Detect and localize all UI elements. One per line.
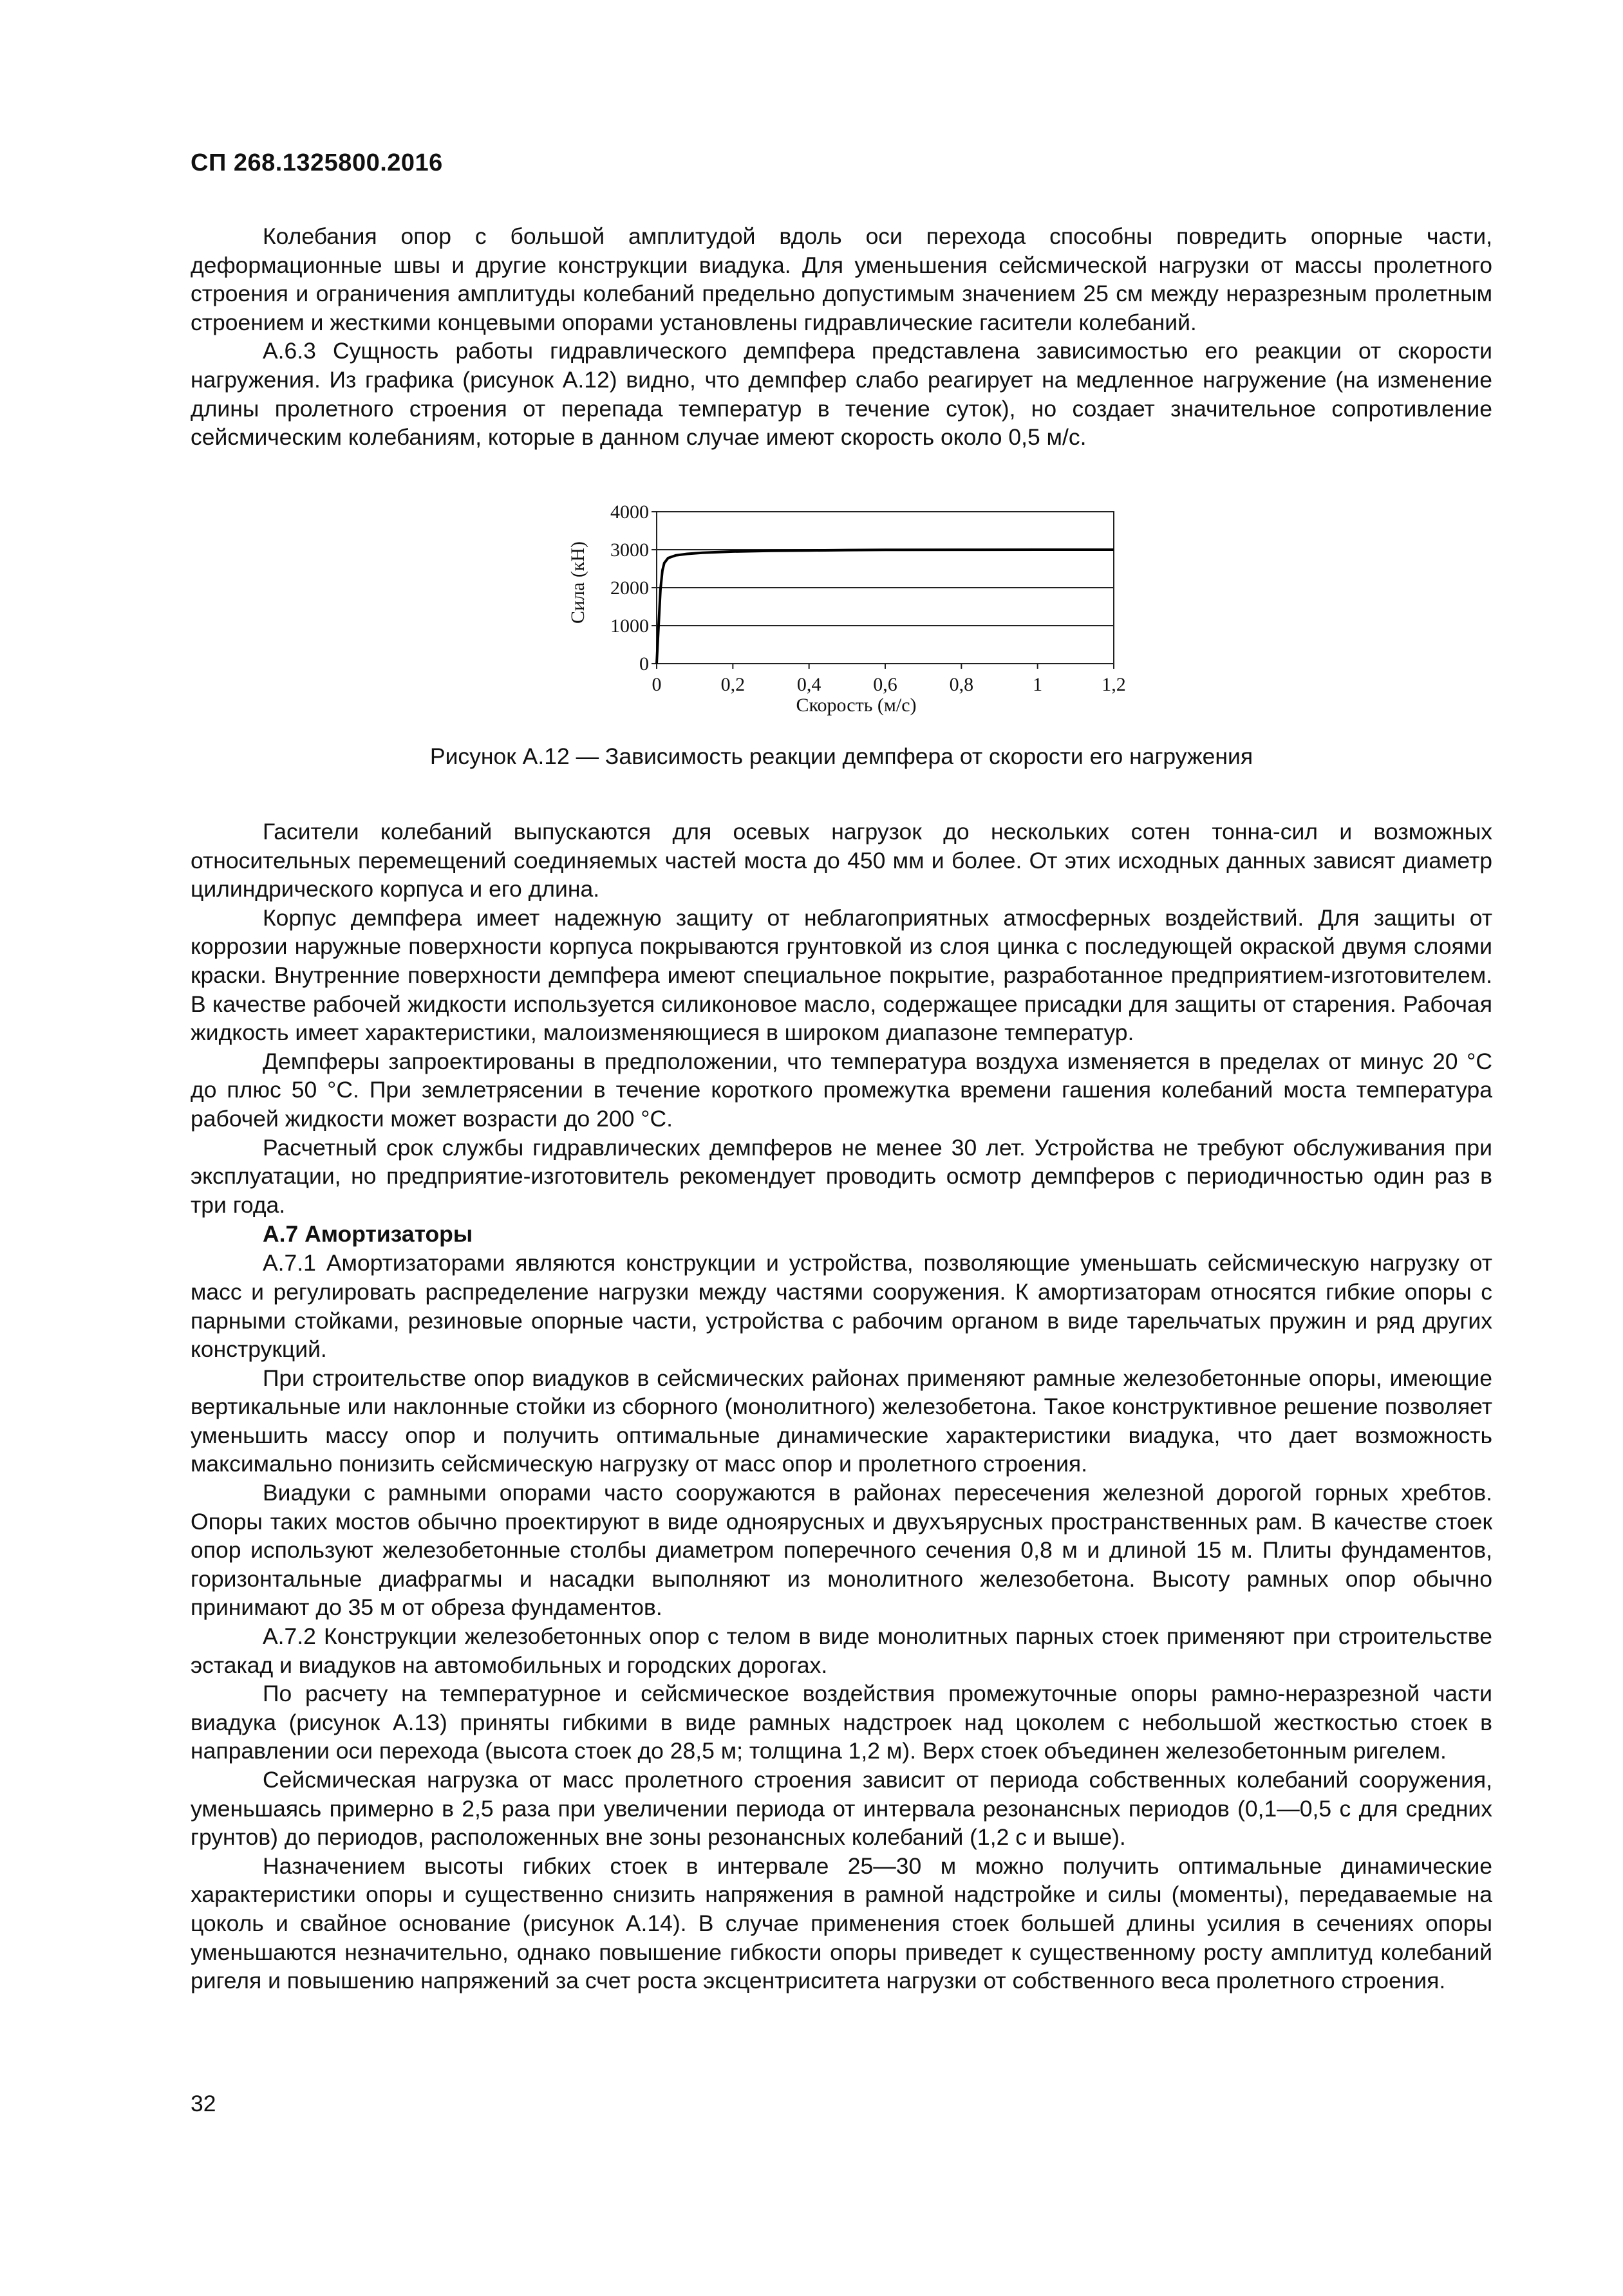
y-tick-label: 2000: [610, 577, 649, 599]
body-text: [191, 817, 1492, 1995]
x-tick-label: 0,4: [796, 674, 821, 695]
paragraph: Назначением высоты гибких стоек в интервале 25—30 м можно получить оптимальные динамические характеристики опоры и существенно снизить напряжения в рамной надстройке и силы (моменты), передаваемые на цоколь и свайное основание (рисунок А.14). В случае применения стоек большей длины усилия в сечениях опоры уменьшаются незначительно, однако повышение гибкости опоры приведет к существенному росту амплитуд колебаний ригеля и повышению напряжений за счет роста эксцентриситета нагрузки от собственного веса пролетного строения.: [191, 1853, 1492, 1994]
y-tick-label: 0: [639, 653, 649, 675]
chart-canvas: [554, 492, 1133, 724]
paragraph: Гасители колебаний выпускаются для осевых нагрузок до нескольких сотен тонна-сил и возможных относительных перемещений соединяемых частей моста до 450 мм и более. От этих исходных данных зависят диаметр цилиндрического корпуса и его длина.: [191, 819, 1492, 902]
x-tick-label: 1: [1033, 674, 1043, 695]
x-tick-label: 0,8: [949, 674, 974, 695]
page-number: 32: [191, 2091, 216, 2116]
y-tick-label: 4000: [610, 501, 649, 523]
intro-text: [191, 222, 1492, 452]
y-tick-label: 3000: [610, 539, 649, 561]
figure-caption: Рисунок А.12 — Зависимость реакции демпфера от скорости его нагружения: [429, 743, 1253, 769]
damper-force-chart: [554, 492, 1133, 724]
series-line: [657, 550, 1114, 664]
paragraph: Демпферы запроектированы в предположении, что температура воздуха изменяется в пределах от минус 20 °С до плюс 50 °С. При землетрясении в течение короткого промежутка времени гашения колебаний моста температура рабочей жидкости может возрасти до 200 °С.: [191, 1048, 1492, 1132]
section-heading: А.7 Амортизаторы: [263, 1221, 473, 1247]
paragraph: Сейсмическая нагрузка от масс пролетного строения зависит от периода собственных колебаний сооружения, уменьшаясь примерно в 2,5 раза при увеличении периода от интервала резонансных периодов (0,1—0,5 с для средних грунтов) до периодов, расположенных вне зоны резонансных колебаний (1,2 с и выше).: [191, 1767, 1492, 1851]
x-axis-label: Скорость (м/с): [796, 695, 917, 716]
paragraph: Расчетный срок службы гидравлических демпферов не менее 30 лет. Устройства не требуют обслуживания при эксплуатации, но предприятие-изготовитель рекомендует проводить осмотр демпферов с периодичностью один раз в три года.: [191, 1134, 1492, 1218]
paragraph: А.7.1 Амортизаторами являются конструкции и устройства, позволяющие уменьшать сейсмическую нагрузку от масс и регулировать распределение нагрузки между частями сооружения. К амортизаторам относятся гибкие опоры с парными стойками, резиновые опорные части, устройства с рабочим органом в виде тарельчатых пружин и ряд других конструкций.: [191, 1250, 1492, 1363]
x-tick-label: 0,6: [873, 674, 897, 695]
paragraph: По расчету на температурное и сейсмическое воздействия промежуточные опоры рамно-неразрезной части виадука (рисунок А.13) приняты гибкими в виде рамных надстроек над цоколем с небольшой жесткостью стоек в направлении оси перехода (высота стоек до 28,5 м; толщина 1,2 м). Верх стоек объединен железобетонным ригелем.: [191, 1681, 1492, 1764]
paragraph: Корпус демпфера имеет надежную защиту от неблагоприятных атмосферных воздействий. Для защиты от коррозии наружные поверхности корпуса покрываются грунтовкой из слоя цинка с последующей окраской двумя слоями краски. Внутренние поверхности демпфера имеют специальное покрытие, разработанное предприятием-изготовителем. В качестве рабочей жидкости используется силиконовое масло, содержащее присадки для защиты от старения. Рабочая жидкость имеет характеристики, малоизменяющиеся в широком диапазоне температур.: [191, 904, 1492, 1046]
paragraph: Колебания опор с большой амплитудой вдоль оси перехода способны повредить опорные части, деформационные швы и другие конструкции виадука. Для уменьшения сейсмической нагрузки от массы пролетного строения и ограничения амплитуды колебаний предельно допустимым значением 25 см между неразрезным пролетным строением и жесткими концевыми опорами установлены гидравлические гасители колебаний.: [191, 223, 1492, 335]
paragraph: Виадуки с рамными опорами часто сооружаются в районах пересечения железной дорогой горных хребтов. Опоры таких мостов обычно проектируют в виде одноярусных и двухъярусных пространственных рам. В качестве стоек опор используют железобетонные столбы диаметром поперечного сечения 0,8 м и длиной 15 м. Плиты фундаментов, горизонтальные диафрагмы и насадки выполняют из монолитного железобетона. Высоту рамных опор обычно принимают до 35 м от обреза фундаментов.: [191, 1480, 1492, 1621]
paragraph: А.7.2 Конструкции железобетонных опор с телом в виде монолитных парных стоек применяют при строительстве эстакад и виадуков на автомобильных и городских дорогах.: [191, 1623, 1492, 1678]
x-tick-label: 0,2: [720, 674, 746, 695]
paragraph: При строительстве опор виадуков в сейсмических районах применяют рамные железобетонные опоры, имеющие вертикальные или наклонные стойки из сборного (монолитного) железобетона. Такое конструктивное решение позволяет уменьшить массу опор и получить оптимальные динамические характеристики виадука, что дает возможность максимально понизить сейсмическую нагрузку от масс опор и пролетного строения.: [191, 1365, 1492, 1477]
x-tick-label: 0: [652, 674, 662, 695]
document-code: СП 268.1325800.2016: [191, 149, 443, 176]
x-tick-label: 1,2: [1102, 674, 1126, 695]
paragraph: А.6.3 Сущность работы гидравлического демпфера представлена зависимостью его реакции от скорости нагружения. Из графика (рисунок А.12) видно, что демпфер слабо реагирует на медленное нагружение (на изменение длины пролетного строения от перепада температур в течение суток), но создает значительное сопротивление сейсмическим колебаниям, которые в данном случае имеют скорость около 0,5 м/с.: [191, 338, 1492, 451]
y-tick-label: 1000: [610, 615, 649, 637]
y-axis-label: Сила (кН): [567, 541, 588, 624]
